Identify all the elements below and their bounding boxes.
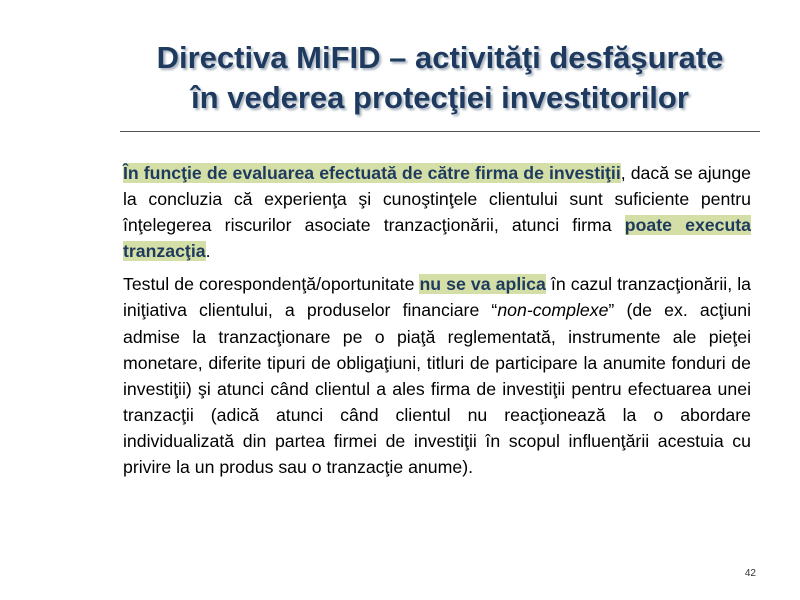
highlight-evaluation: În funcţie de evaluarea efectuată de către firma de investiţii [123, 163, 621, 183]
slide-title-line-1: Directiva MiFID – activităţi desfăşurate [156, 40, 724, 75]
paragraph-2 [123, 271, 751, 480]
paragraph-2-text-1: Testul de corespondenţă/oportunitate [123, 274, 420, 295]
paragraph-2-text-2: în cazul tranzacţionării, la iniţiativa clientului, a produselor financiare “ [123, 274, 751, 321]
slide-title [95, 38, 785, 118]
paragraph-1-text-2: . [205, 241, 211, 262]
highlight-not-apply: nu se va aplica [419, 274, 546, 295]
paragraph-1-text-1: , dacă se ajunge la concluzia că experienţa şi cunoştinţele clientului sunt suficiente pentru înţelegerea riscurilor asociate tranzacţionării, atunci firma [123, 163, 751, 236]
slide-title-line-2: în vederea protecţiei investitorilor [191, 80, 689, 115]
paragraph-1 [123, 160, 751, 264]
title-divider [120, 131, 760, 132]
page-number: 42 [744, 568, 756, 579]
paragraph-2-text-3: ” (de ex. acţiuni admise la tranzacţionare pe o piaţă reglementată, instrumente ale pieţei monetare, diferite tipuri de obligaţiuni, titluri de participare la anumite fonduri de investiţii) şi atunci când clientul a ales firma de investiţii pentru efectuarea unei tranzacţii (adică atunci când clientul nu reacţionează la o abordare individualizată din partea firmei de investiţii în scopul influenţării acestuia cu privire la un produs sau o tranzacţie anume). [123, 300, 751, 478]
highlight-may-execute: poate executa tranzacţia [123, 215, 752, 262]
italic-non-complex: non-complexe [497, 300, 609, 321]
slide-body [123, 160, 751, 487]
